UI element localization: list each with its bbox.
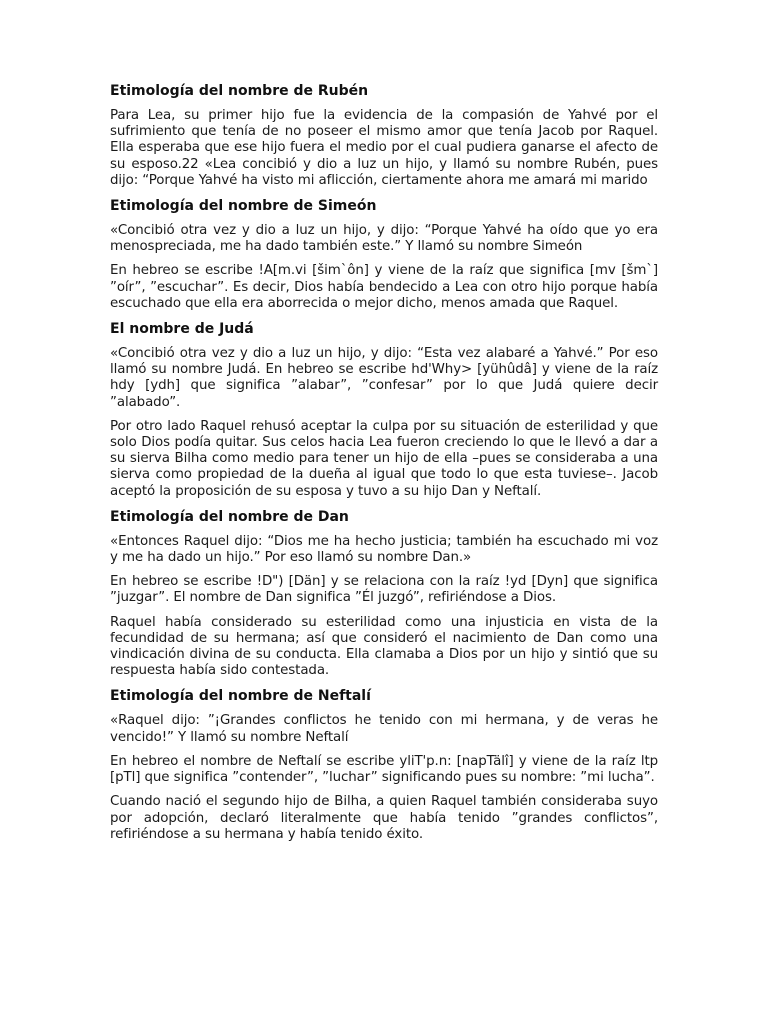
section-neftali: [110, 687, 658, 842]
paragraph: En hebreo se escribe !D") [Dän] y se relaciona con la raíz !yd [Dyn] que significa ”juzgar”. El nombre de Dan significa ”Él juzgó”, refiriéndose a Dios.: [110, 574, 658, 606]
paragraph: Cuando nació el segundo hijo de Bilha, a quien Raquel también consideraba suyo por adopción, declaró literalmente que había tenido ”grandes conflictos”, refiriéndose a su hermana y había tenido éxito.: [110, 794, 658, 842]
paragraph: En hebreo se escribe !A[m.vi [šim`ôn] y viene de la raíz que significa [mv [šm`] ”oír”, ”escuchar”. Es decir, Dios había bendecido a Lea con otro hijo porque había escuchado que ella era aborrecida o mejor dicho, menos amada que Raquel.: [110, 263, 658, 311]
section-juda: [110, 320, 658, 500]
section-simeon: [110, 197, 658, 312]
document-body: [110, 82, 658, 851]
paragraph: Raquel había considerado su esterilidad como una injusticia en vista de la fecundidad de su hermana; así que consideró el nacimiento de Dan como una vindicación divina de su conducta. Ella clamaba a Dios por un hijo y sintió que su respuesta había sido contestada.: [110, 614, 658, 679]
paragraph: En hebreo el nombre de Neftalí se escribe yliT'p.n: [napTälî] y viene de la raíz ltp [pTl] que significa ”contender”, ”luchar” significando pues su nombre: ”mi lucha”.: [110, 753, 658, 786]
section-heading: Etimología del nombre de Simeón: [110, 198, 377, 215]
paragraph: Para Lea, su primer hijo fue la evidencia de la compasión de Yahvé por el sufrimiento que tenía de no poseer el mismo amor que tenía Jacob por Raquel. Ella esperaba que ese hijo fuera el medio por el cual pudiera ganarse el afecto de su esposo.22 «Lea concibió y dio a luz un hijo, y llamó su nombre Rubén, pues dijo: “Porque Yahvé ha visto mi aflicción, ciertamente ahora me amará mi marido: [110, 108, 658, 188]
paragraph: «Concibió otra vez y dio a luz un hijo, y dijo: “Esta vez alabaré a Yahvé.” Por eso llamó su nombre Judá. En hebreo se escribe hd'Why> [yühûdâ] y viene de la raíz hdy [ydh] que significa ”alabar”, ”confesar” por lo que Judá quiere decir ”alabado”.: [110, 346, 658, 410]
section-heading: Etimología del nombre de Rubén: [110, 83, 369, 99]
section-heading: Etimología del nombre de Dan: [110, 508, 349, 525]
paragraph: «Entonces Raquel dijo: “Dios me ha hecho justicia; también ha escuchado mi voz y me ha dado un hijo.” Por eso llamó su nombre Dan.»: [110, 533, 658, 566]
section-ruben: [110, 82, 658, 189]
section-heading: Etimología del nombre de Neftalí: [110, 688, 371, 705]
paragraph: «Concibió otra vez y dio a luz un hijo, y dijo: “Porque Yahvé ha oído que yo era menospreciada, me ha dado también este.” Y llamó su nombre Simeón: [110, 223, 658, 255]
paragraph: Por otro lado Raquel rehusó aceptar la culpa por su situación de esterilidad y que solo Dios podía quitar. Sus celos hacia Lea fueron creciendo lo que le llevó a dar a su sierva Bilha como medio para tener un hijo de ella –pues se consideraba a una sierva como propiedad de la dueña al igual que todo lo que esta tuviese–. Jacob aceptó la proposición de su esposa y tuvo a su hijo Dan y Neftalí.: [110, 418, 658, 499]
paragraph: «Raquel dijo: ”¡Grandes conflictos he tenido con mi hermana, y de veras he vencido!” Y llamó su nombre Neftalí: [110, 713, 658, 745]
section-heading: El nombre de Judá: [110, 321, 254, 338]
section-dan: [110, 508, 658, 680]
